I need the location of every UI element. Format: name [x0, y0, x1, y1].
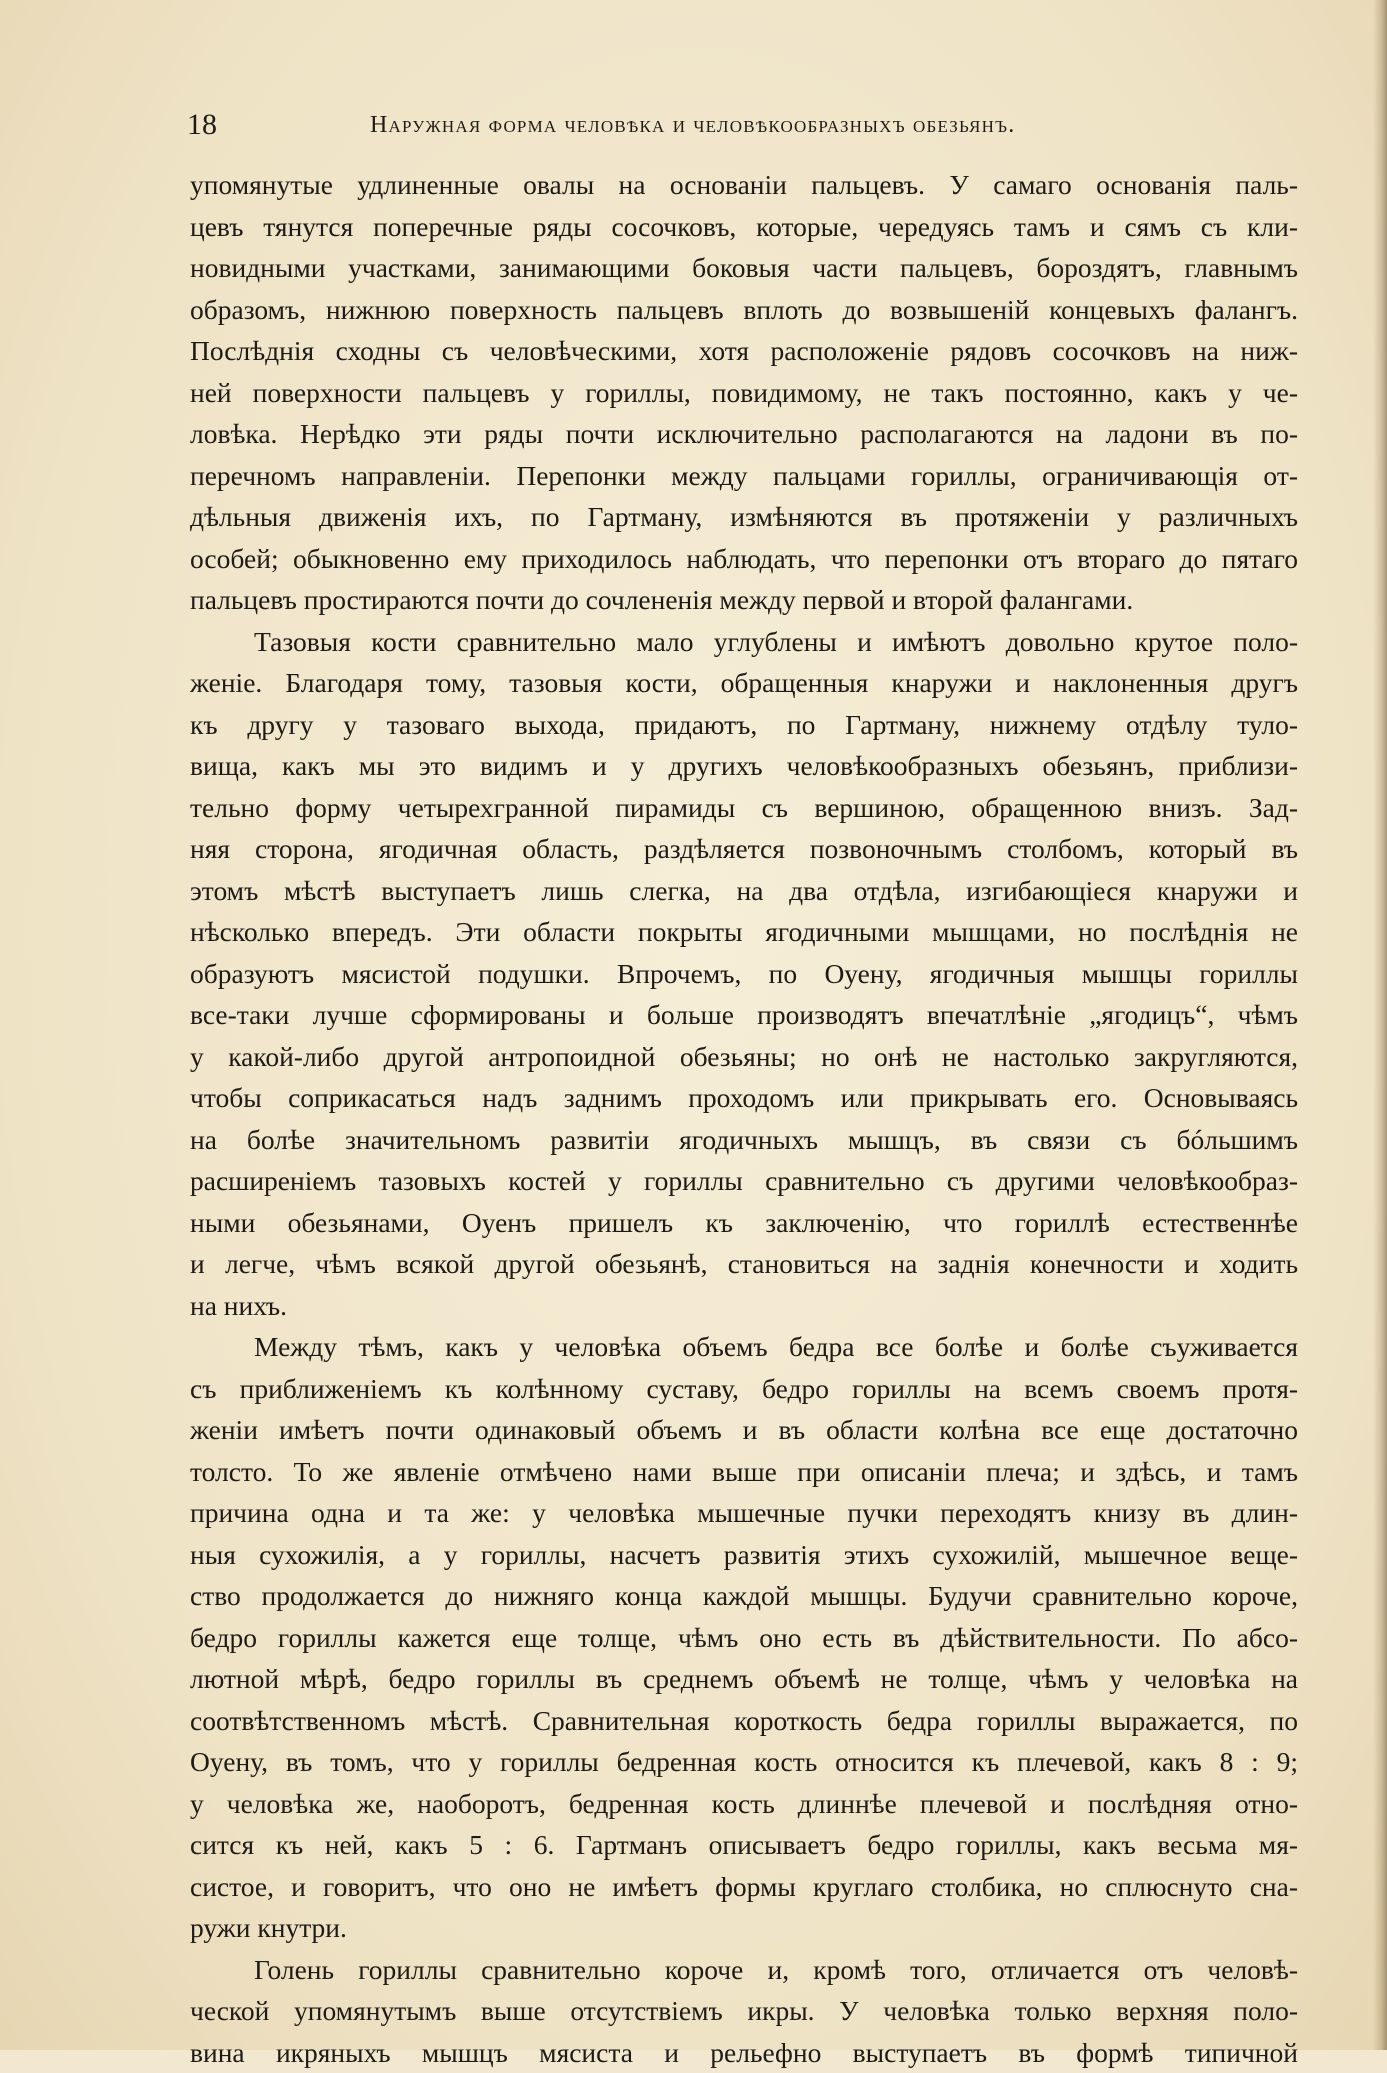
- text-line: новидными участками, занимающими боковыя части пальцевъ, бороздятъ, главнымъ: [190, 247, 1298, 289]
- text-line: все-таки лучше сформированы и больше производятъ впечатлѣніе „ягодицъ“, чѣмъ: [190, 994, 1298, 1036]
- text-line: ныя сухожилія, а у гориллы, насчетъ развитія этихъ сухожилій, мышечное веще-: [190, 1534, 1298, 1576]
- text-line: чтобы соприкасаться надъ заднимъ проходомъ или прикрывать его. Основываясь: [190, 1077, 1298, 1119]
- text-line: ружи кнутри.: [190, 1907, 1298, 1949]
- text-line: Голень гориллы сравнительно короче и, кромѣ того, отличается отъ человѣ-: [190, 1949, 1298, 1991]
- text-line: Оуену, въ томъ, что у гориллы бедренная кость относится къ плечевой, какъ 8 : 9;: [190, 1741, 1298, 1783]
- text-line: соотвѣтственномъ мѣстѣ. Сравнительная короткость бедра гориллы выражается, по: [190, 1700, 1298, 1742]
- text-line: Между тѣмъ, какъ у человѣка объемъ бедра все болѣе и болѣе съуживается: [190, 1326, 1298, 1368]
- text-line: сится къ ней, какъ 5 : 6. Гартманъ описываетъ бедро гориллы, какъ весьма мя-: [190, 1824, 1298, 1866]
- text-line: ными обезьянами, Оуенъ пришелъ къ заключенію, что гориллѣ естественнѣе: [190, 1202, 1298, 1244]
- text-line: расширеніемъ тазовыхъ костей у гориллы сравнительно съ другими человѣкообраз-: [190, 1160, 1298, 1202]
- text-line: толсто. То же явленіе отмѣчено нами выше при описаніи плеча; и здѣсь, и тамъ: [190, 1451, 1298, 1493]
- text-line: систое, и говоритъ, что оно не имѣетъ формы круглаго столбика, но сплюснуто сна-: [190, 1866, 1298, 1908]
- text-line: женіе. Благодаря тому, тазовыя кости, обращенныя кнаружи и наклоненныя другъ: [190, 662, 1298, 704]
- text-line: вища, какъ мы это видимъ и у другихъ человѣкообразныхъ обезьянъ, приблизи-: [190, 745, 1298, 787]
- text-line: перечномъ направленіи. Перепонки между пальцами гориллы, ограничивающія от-: [190, 455, 1298, 497]
- text-line: этомъ мѣстѣ выступаетъ лишь слегка, на два отдѣла, изгибающіеся кнаружи и: [190, 870, 1298, 912]
- text-line: пальцевъ простираются почти до сочлененія между первой и второй фалангами.: [190, 579, 1298, 621]
- text-line: упомянутые удлиненные овалы на основаніи пальцевъ. У самаго основанія паль-: [190, 164, 1298, 206]
- text-line: образуютъ мясистой подушки. Впрочемъ, по Оуену, ягодичныя мышцы гориллы: [190, 953, 1298, 995]
- page-binding-shadow: [1373, 0, 1387, 2050]
- text-line: Послѣднія сходны съ человѣческими, хотя расположеніе рядовъ сосочковъ на ниж-: [190, 330, 1298, 372]
- text-line: особей; обыкновенно ему приходилось наблюдать, что перепонки отъ втораго до пятаго: [190, 538, 1298, 580]
- text-line: ство продолжается до нижняго конца каждой мышцы. Будучи сравнительно короче,: [190, 1575, 1298, 1617]
- text-line: и легче, чѣмъ всякой другой обезьянѣ, становиться на заднія конечности и ходить: [190, 1243, 1298, 1285]
- page-number: 18: [187, 105, 217, 145]
- text-line: образомъ, нижнюю поверхность пальцевъ вплоть до возвышеній концевыхъ фалангъ.: [190, 289, 1298, 331]
- text-line: тельно форму четырехгранной пирамиды съ вершиною, обращенною внизъ. Зад-: [190, 787, 1298, 829]
- text-line: къ другу у тазоваго выхода, придаютъ, по Гартману, нижнему отдѣлу туло-: [190, 704, 1298, 746]
- text-line: няя сторона, ягодичная область, раздѣляется позвоночнымъ столбомъ, который въ: [190, 828, 1298, 870]
- text-line: бедро гориллы кажется еще толще, чѣмъ оно есть въ дѣйствительности. По абсо-: [190, 1617, 1298, 1659]
- text-line: причина одна и та же: у человѣка мышечные пучки переходятъ книзу въ длин-: [190, 1492, 1298, 1534]
- text-line: ней поверхности пальцевъ у гориллы, повидимому, не такъ постоянно, какъ у че-: [190, 372, 1298, 414]
- text-line: на нихъ.: [190, 1285, 1298, 1327]
- text-line: у какой-либо другой антропоидной обезьяны; но онѣ не настолько закругляются,: [190, 1036, 1298, 1078]
- text-line: дѣльныя движенія ихъ, по Гартману, измѣняются въ протяженіи у различныхъ: [190, 496, 1298, 538]
- text-line: ческой упомянутымъ выше отсутствіемъ икры. У человѣка только верхняя поло-: [190, 1990, 1298, 2032]
- text-line: у человѣка же, наоборотъ, бедренная кость длиннѣе плечевой и послѣдняя отно-: [190, 1783, 1298, 1825]
- text-line: лютной мѣрѣ, бедро гориллы въ среднемъ объемѣ не толще, чѣмъ у человѣка на: [190, 1658, 1298, 1700]
- body-text: [190, 164, 1298, 2073]
- text-line: на болѣе значительномъ развитіи ягодичныхъ мышцъ, въ связи съ бóльшимъ: [190, 1119, 1298, 1161]
- running-title: Наружная форма человѣка и человѣкообразныхъ обезьянъ.: [370, 105, 1015, 145]
- text-line: ловѣка. Нерѣдко эти ряды почти исключительно располагаются на ладони въ по-: [190, 413, 1298, 455]
- text-line: цевъ тянутся поперечные ряды сосочковъ, которые, чередуясь тамъ и сямъ съ кли-: [190, 206, 1298, 248]
- text-line: съ приближеніемъ къ колѣнному суставу, бедро гориллы на всемъ своемъ протя-: [190, 1368, 1298, 1410]
- page-header: [187, 105, 1297, 145]
- text-line: нѣсколько впередъ. Эти области покрыты ягодичными мышцами, но послѣднія не: [190, 911, 1298, 953]
- text-line: женіи имѣетъ почти одинаковый объемъ и въ области колѣна все еще достаточно: [190, 1409, 1298, 1451]
- text-line: Тазовыя кости сравнительно мало углублены и имѣютъ довольно крутое поло-: [190, 621, 1298, 663]
- text-line: вина икряныхъ мышцъ мясиста и рельефно выступаетъ въ формѣ типичной: [190, 2032, 1298, 2073]
